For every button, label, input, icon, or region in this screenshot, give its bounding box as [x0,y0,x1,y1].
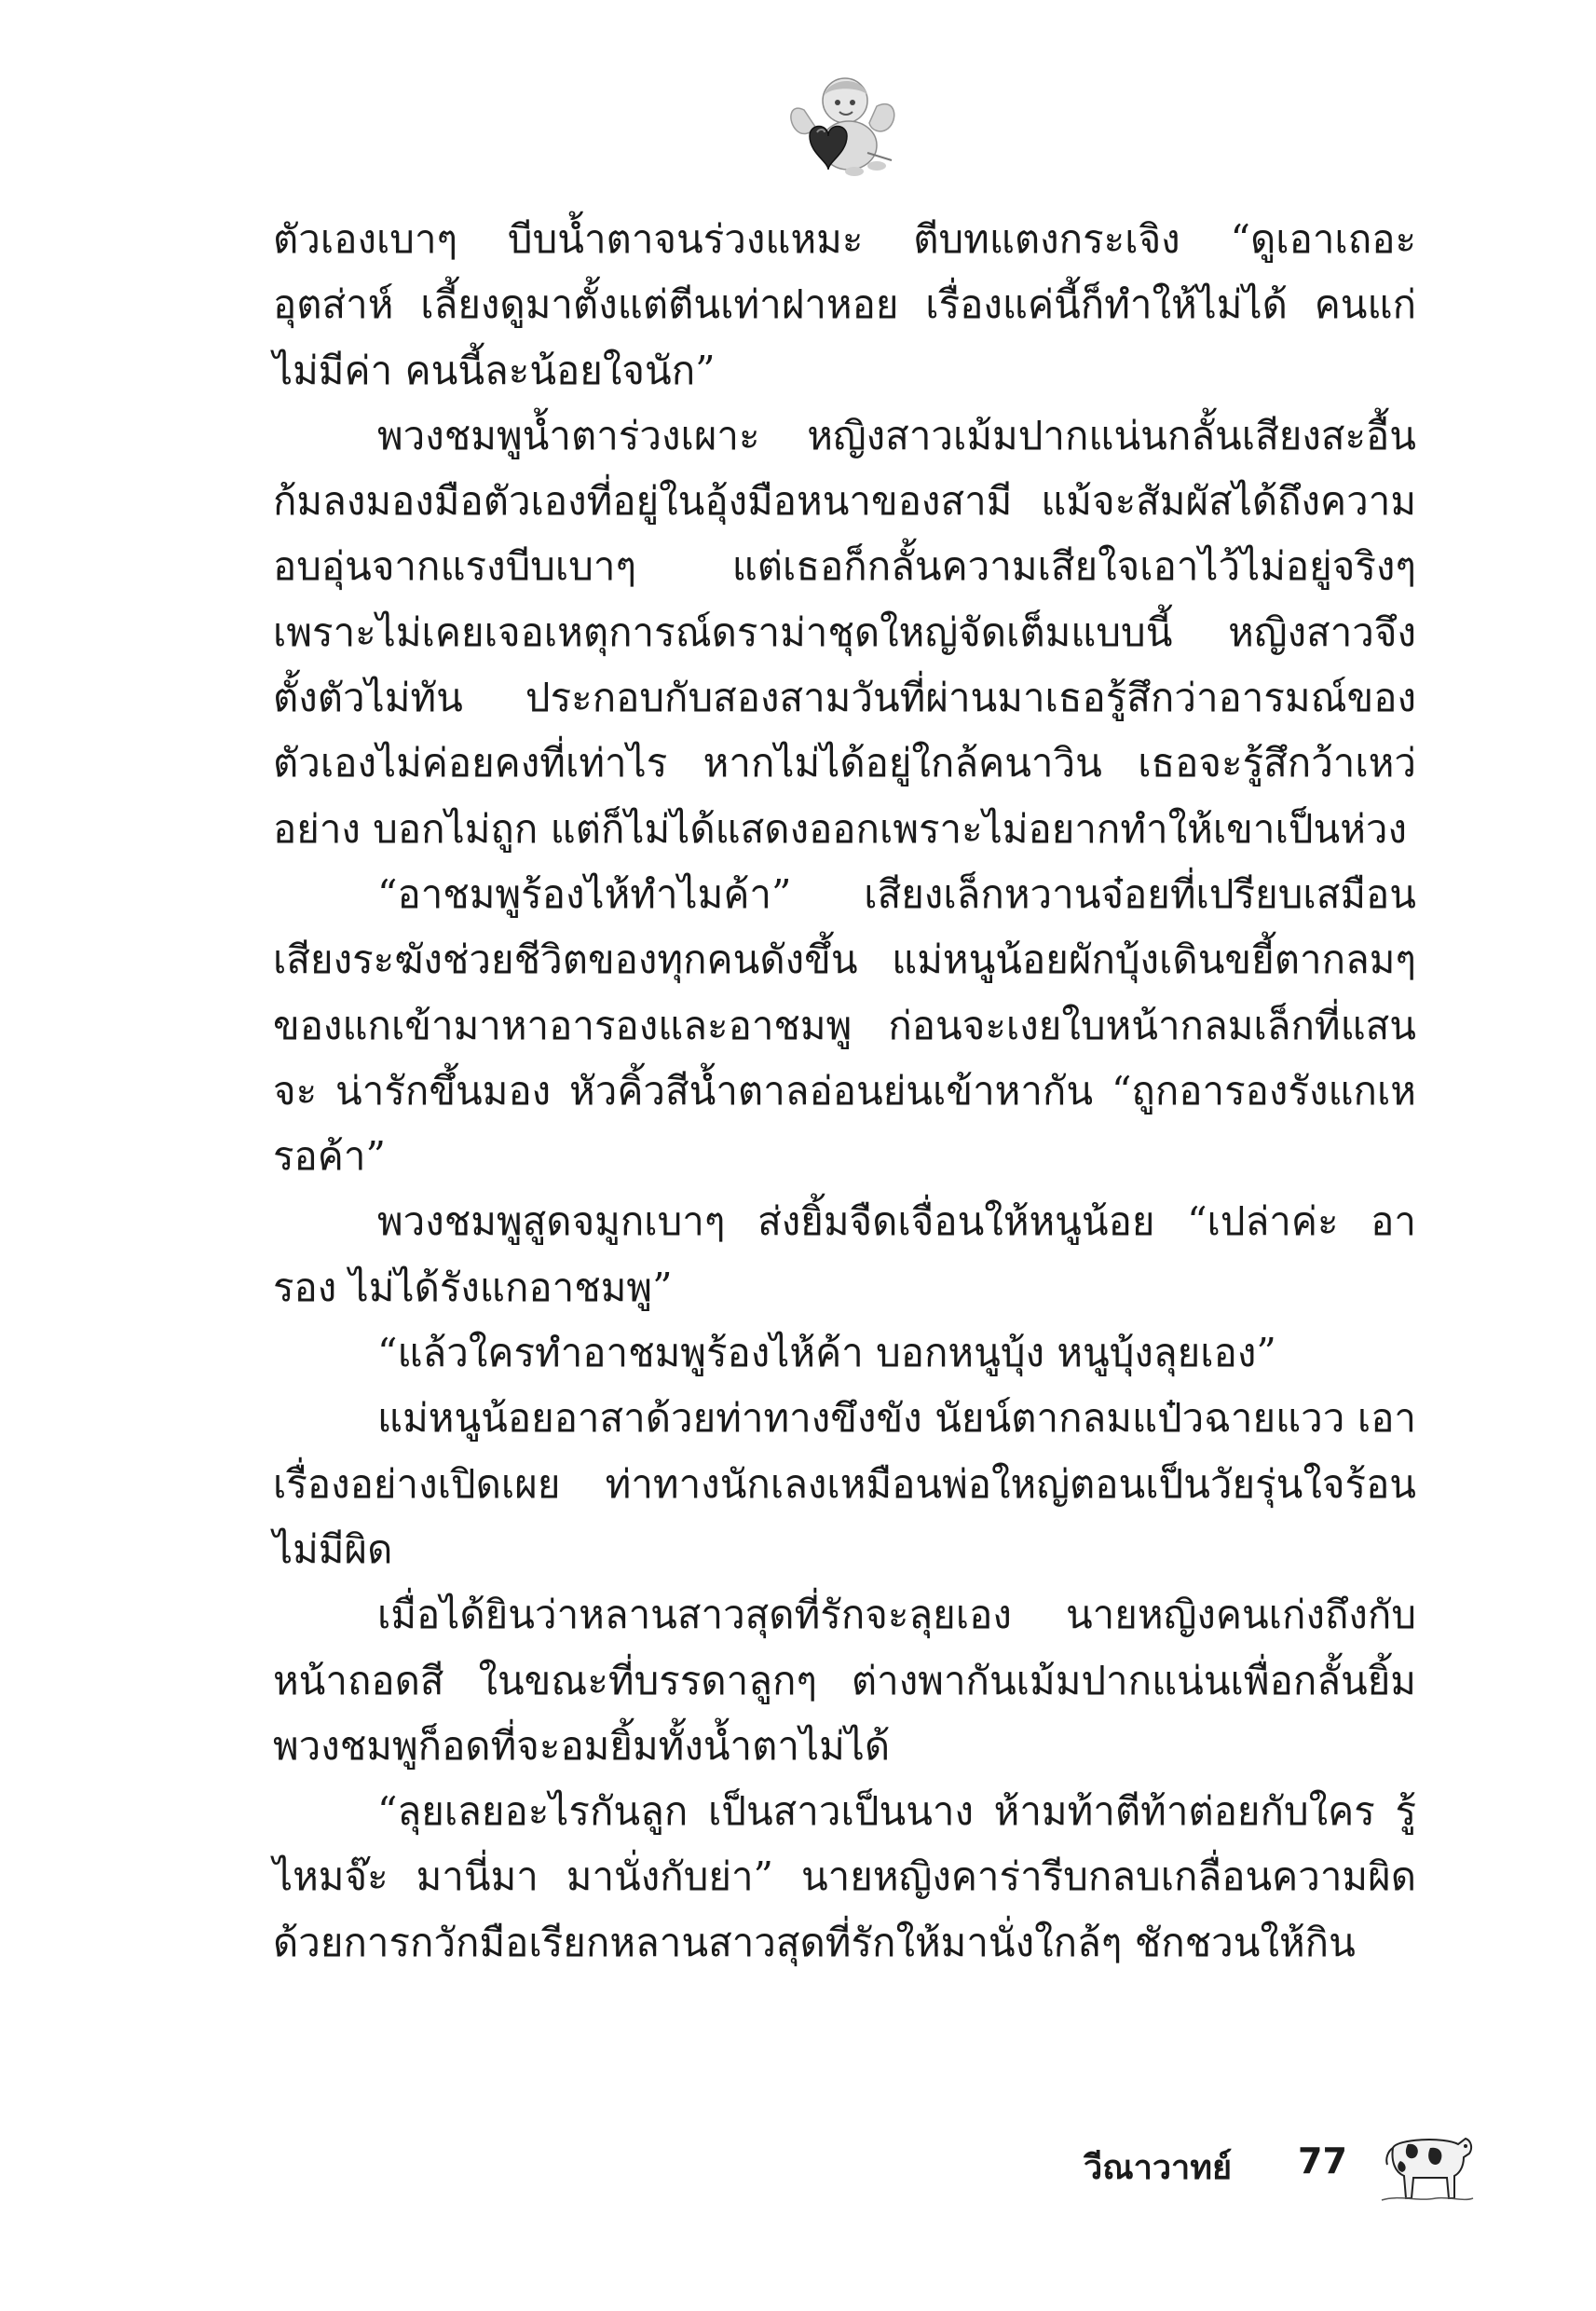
paragraph-4: พวงชมพูสูดจมูกเบาๆ ส่งยิ้มจืดเจื่อนให้หนูน้อย “เปล่าค่ะ อารอง ไม่ได้รังแกอาชมพู” [273,1198,1416,1310]
paragraph-1: ตัวเองเบาๆ บีบน้ำตาจนร่วงแหมะ ตีบทแตงกระเจิง “ดูเอาเถอะ อุตส่าห์ เลี้ยงดูมาตั้งแต่ตีนเท่าฝาหอย เรื่องแค่นี้ก็ทำให้ไม่ได้ คนแก่ไม่มีค่า คนนี้ละน้อยใจนัก” [273,216,1416,393]
book-title: วีณาวาทย์ [1084,2149,1233,2187]
paragraph-8: “ลุยเลยอะไรกันลูก เป็นสาวเป็นนาง ห้ามท้าตีท้าต่อยกับใคร รู้ไหมจ๊ะ มานี่มา มานั่งกับย่า” นายหญิงคาร่ารีบกลบเกลื่อนความผิด ด้วยการกวักมือเรียกหลานสาวสุดที่รักให้มานั่งใกล้ๆ ชักชวนให้กิน [273,1788,1416,1965]
paragraph-2: พวงชมพูน้ำตาร่วงเผาะ หญิงสาวเม้มปากแน่นกลั้นเสียงสะอื้น ก้มลงมองมือตัวเองที่อยู่ในอุ้งมือหนาของสามี แม้จะสัมผัสได้ถึงความ อบอุ่นจากแรงบีบเบาๆ แต่เธอก็กลั้นความเสียใจเอาไว้ไม่อยู่จริงๆ เพราะไม่เคยเจอเหตุการณ์ดราม่าชุดใหญ่จัดเต็มแบบนี้ หญิงสาวจึง ตั้งตัวไม่ทัน ประกอบกับสองสามวันที่ผ่านมาเธอรู้สึกว่าอารมณ์ของ ตัวเองไม่ค่อยคงที่เท่าไร หากไม่ได้อยู่ใกล้คนาวิน เธอจะรู้สึกว้าเหว่อย่าง บอกไม่ถูก แต่ก็ไม่ได้แสดงออกเพราะไม่อยากทำให้เขาเป็นห่วง [273,412,1416,852]
paragraph-7: เมื่อได้ยินว่าหลานสาวสุดที่รักจะลุยเอง นายหญิงคนเก่งถึงกับ หน้าถอดสี ในขณะที่บรรดาลูกๆ ต่างพากันเม้มปากแน่นเพื่อกลั้นยิ้ม พวงชมพูก็อดที่จะอมยิ้มทั้งน้ำตาไม่ได้ [273,1592,1416,1769]
cow-icon [1380,2120,1475,2204]
paragraph-3: “อาชมพูร้องไห้ทำไมค้า” เสียงเล็กหวานจ๋อยที่เปรียบเสมือน เสียงระฆังช่วยชีวิตของทุกคนดังขึ้น แม่หนูน้อยผักบุ้งเดินขยี้ตากลมๆ ของแกเข้ามาหาอารองและอาชมพู ก่อนจะเงยใบหน้ากลมเล็กที่แสนจะ น่ารักขึ้นมอง หัวคิ้วสีน้ำตาลอ่อนย่นเข้าหากัน “ถูกอารองรังแกเหรอค้า” [273,870,1416,1180]
paragraph-6: แม่หนูน้อยอาสาด้วยท่าทางขึงขัง นัยน์ตากลมแป๋วฉายแวว เอาเรื่องอย่างเปิดเผย ท่าทางนักเลงเหมือนพ่อใหญ่ตอนเป็นวัยรุ่นใจร้อน ไม่มีผิด [273,1395,1416,1572]
paragraph-5: “แล้วใครทำอาชมพูร้องไห้ค้า บอกหนูบุ้ง หนูบุ้งลุยเอง” [377,1330,1276,1376]
cherub-with-heart-icon [787,69,901,181]
body-text [273,207,1416,1976]
page-number: 77 [1298,2140,1347,2181]
page-footer [1084,2120,1475,2213]
